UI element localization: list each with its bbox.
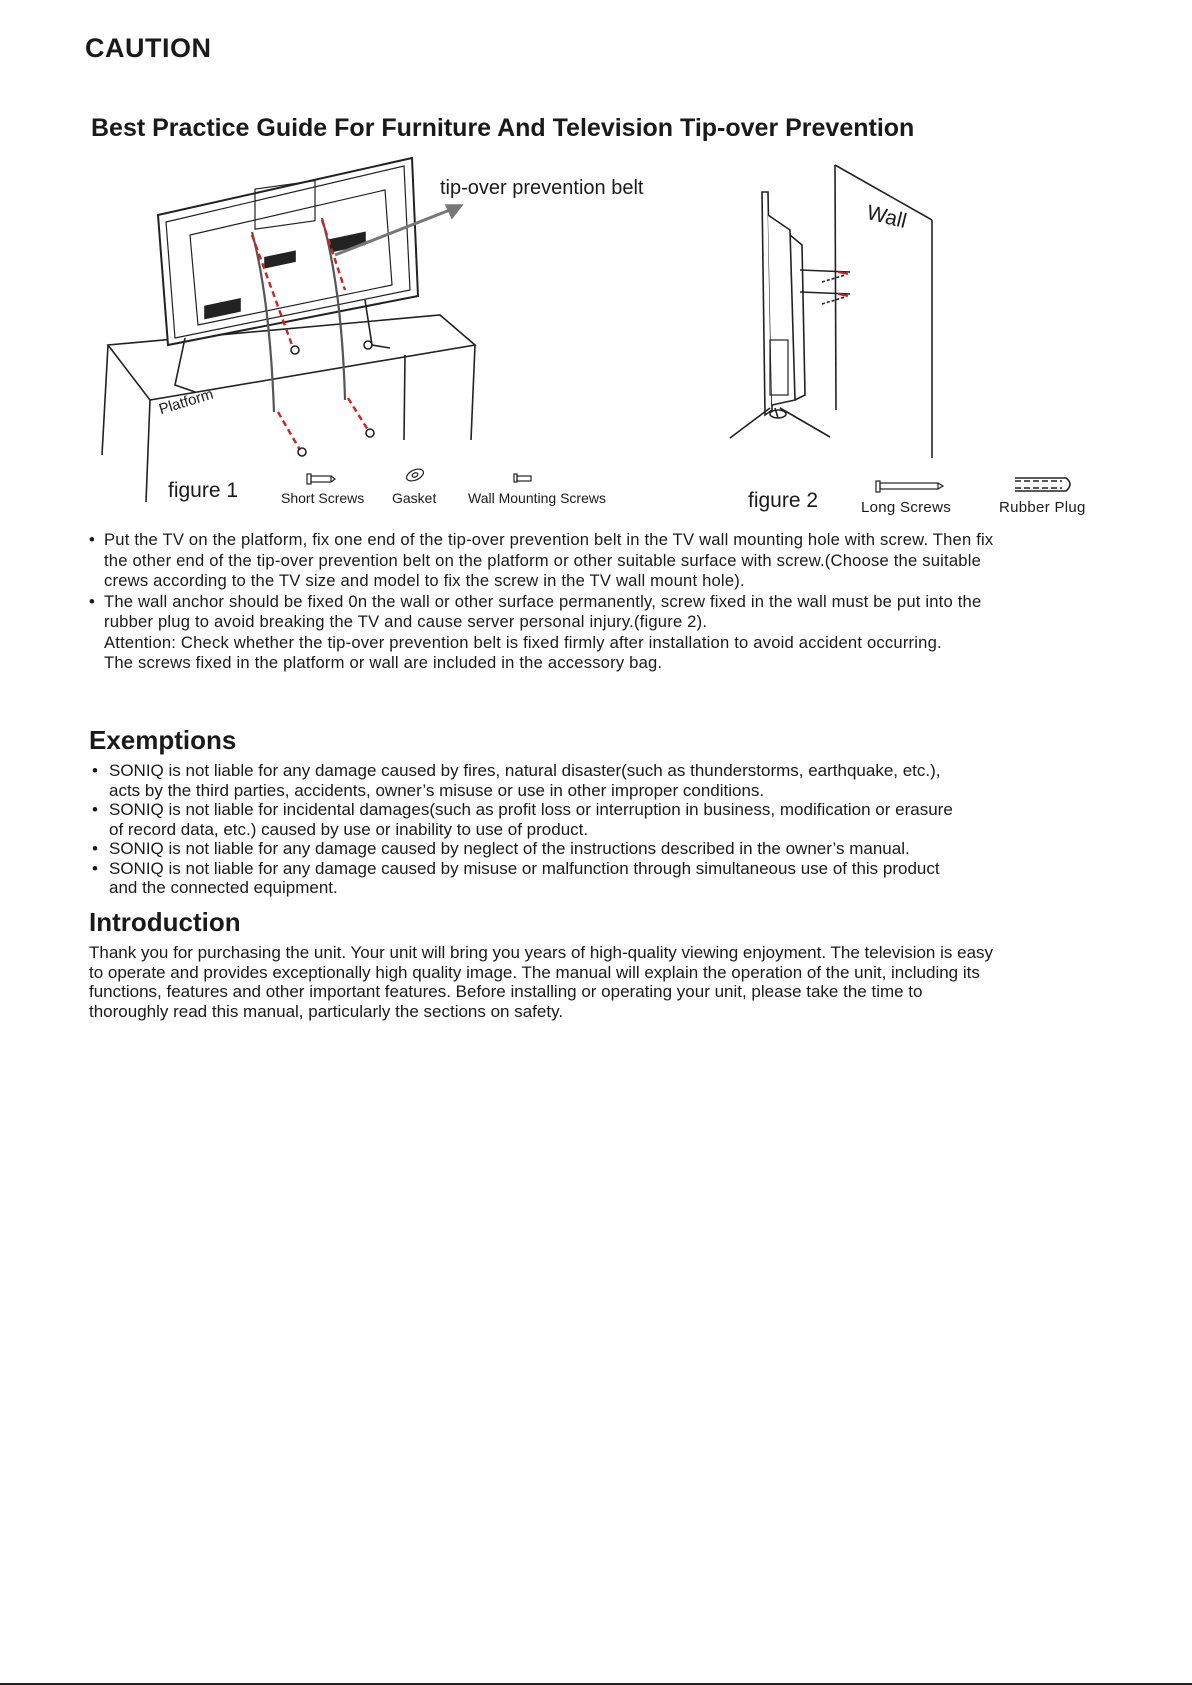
bullet-dot: • [92, 800, 98, 819]
short-screws-label: Short Screws [281, 490, 365, 506]
long-screw-icon [876, 481, 943, 492]
figure1-label: figure 1 [168, 479, 239, 502]
bullet-dot: • [92, 839, 98, 858]
platform-label: Platform [157, 385, 216, 419]
wall-label: Wall [864, 201, 909, 234]
guide-bullet: • Put the TV on the platform, fix one end of the tip-over prevention belt in the TV wall mounting hole with screw. Then fix the other end of the tip-over prevention belt on the platform or other suitable surface with screw.(Choose the suitable crews according to the TV size and model to fix the screw in the TV wall mount hole). [89, 530, 994, 590]
exemptions-list [89, 761, 1099, 898]
guide-title: Best Practice Guide For Furniture And Television Tip-over Prevention [91, 114, 915, 142]
gasket-label: Gasket [392, 490, 437, 506]
bullet-dot: • [92, 761, 98, 780]
list-item: • SONIQ is not liable for incidental damages(such as profit loss or interruption in business, modification or erasure of record data, etc.) caused by use or inability to use of product. [92, 800, 953, 839]
guide-instructions [88, 530, 1108, 674]
bullet-dot: • [92, 858, 98, 878]
rubber-plug-icon [1015, 478, 1070, 491]
wall-mounting-screws-label: Wall Mounting Screws [468, 490, 606, 506]
bullet-dot: • [89, 591, 96, 611]
list-item: • SONIQ is not liable for any damage caused by misuse or malfunction through simultaneous use of this product and the connected equipment. [92, 858, 940, 897]
wall-mounting-screw-icon [514, 474, 531, 482]
introduction-paragraph: Thank you for purchasing the unit. Your unit will bring you years of high-quality viewing enjoyment. The television is easy to operate and provides exceptionally high quality image. The manual will explain the operation of the unit, including its functions, features and other important features. Before installing or operating your unit, please take the time to thoroughly read this manual, particularly the sections on safety. [89, 943, 994, 1021]
bullet-dot: • [89, 530, 96, 549]
list-item: • SONIQ is not liable for any damage caused by neglect of the instructions described in the owner’s manual. [92, 839, 910, 858]
exemptions-heading: Exemptions [89, 725, 237, 755]
long-screws-label: Long Screws [861, 499, 952, 516]
short-screw-icon [307, 474, 335, 484]
figure2-label: figure 2 [748, 489, 819, 512]
introduction-heading: Introduction [89, 907, 241, 937]
belt-callout-label: tip-over prevention belt [440, 177, 644, 199]
figure1-illustration [102, 158, 475, 502]
gasket-icon [405, 467, 426, 484]
caution-heading: CAUTION [85, 33, 212, 63]
rubber-plug-label: Rubber Plug [999, 499, 1086, 516]
tip-over-figures [0, 0, 1192, 530]
guide-bullet: • The wall anchor should be fixed 0n the wall or other surface permanently, screw fixed in the wall must be put into the rubber plug to avoid breaking the TV and cause server personal injury.(figure 2). Attention: Check whether the tip-over prevention belt is fixed firmly after installation to avoid accident occurring. The screws fixed in the platform or wall are included in the accessory bag. [89, 591, 982, 672]
list-item: • SONIQ is not liable for any damage caused by fires, natural disaster(such as thunderstorms, earthquake, etc.), acts by the third parties, accidents, owner’s misuse or use in other improper conditions. [92, 761, 941, 800]
